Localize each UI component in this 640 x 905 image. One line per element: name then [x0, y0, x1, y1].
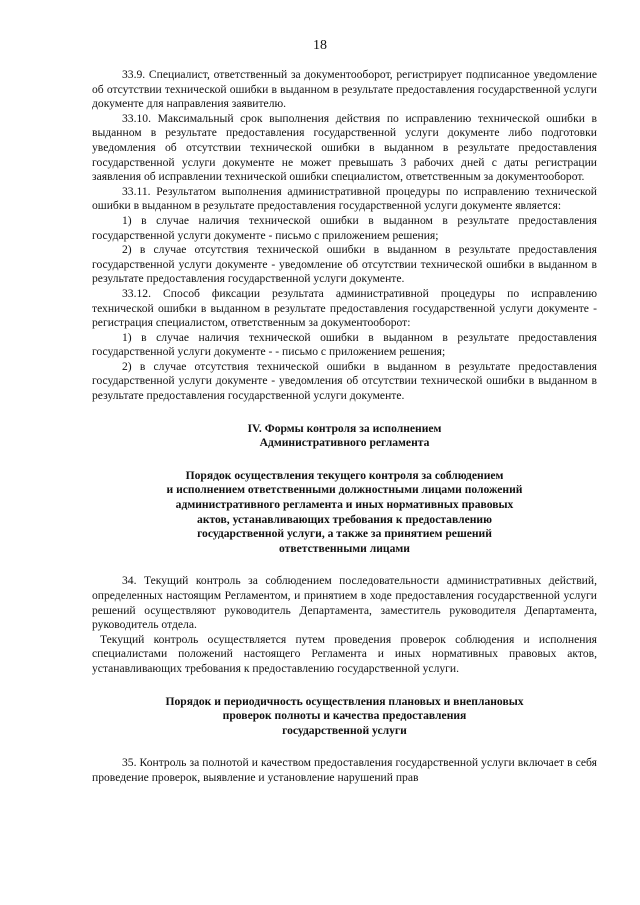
paragraph-33-11-item-1: 1) в случае наличия технической ошибки в выданном в результате предоставления государственной услуги документе - письмо с приложением решения; — [92, 213, 597, 242]
paragraph-33-11-item-2: 2) в случае отсутствия технической ошибки в выданном в результате предоставления государственной услуги документе - уведомление об отсутствии технической ошибки в выданном в результате предоставления государственной услуги документе. — [92, 243, 597, 286]
subheading-current-control-line-4: актов, устанавливающих требования к предоставлению — [197, 512, 492, 526]
paragraph-33-12: 33.12. Способ фиксации результата административной процедуры по исправлению технической ошибки в выданном в результате предоставления государственной услуги документе - регистрация специалистом, ответственным за документооборот: — [92, 286, 597, 330]
section-heading-line-2: Административного регламента — [259, 436, 430, 450]
paragraph-33-12-item-2: 2) в случае отсутствия технической ошибки в выданном в результате предоставления государственной услуги документе - уведомления об отсутствии технической ошибки в выданном в результате предоставления государственной услуги документе. — [92, 359, 597, 403]
subheading-inspections-line-1: Порядок и периодичность осуществления плановых и внеплановых — [165, 694, 524, 708]
section-heading-line-1: IV. Формы контроля за исполнением — [247, 421, 442, 435]
paragraph-35: 35. Контроль за полнотой и качеством предоставления государственной услуги включает в себя проведение проверок, выявление и установление нарушений прав — [92, 756, 597, 784]
subheading-current-control-line-1: Порядок осуществления текущего контроля за соблюдением — [185, 468, 504, 482]
subheading-inspections-line-3: государственной услуги — [282, 723, 407, 737]
paragraph-33-11: 33.11. Результатом выполнения административной процедуры по исправлению технической ошибки в выданном в результате предоставления государственной услуги документе является: — [92, 184, 597, 213]
subheading-current-control-line-5: государственной услуги, а также за принятием решений — [197, 527, 492, 541]
paragraph-33-12-item-1: 1) в случае наличия технической ошибки в выданном в результате предоставления государственной услуги документе - - письмо с приложением решения; — [92, 330, 597, 359]
paragraph-33-10: 33.10. Максимальный срок выполнения действия по исправлению технической ошибки в выданном в результате предоставления государственной услуги документе либо подготовки уведомления об отсутствии технической ошибки в выданном в результате предоставления государственной услуги документе не может превышать 3 рабочих дней с даты регистрации заявления об исправлении технической ошибки специалистом, ответственным за документооборот. — [92, 111, 597, 184]
paragraph-33-9: 33.9. Специалист, ответственный за документооборот, регистрирует подписанное уведомление об отсутствии технической ошибки в выданном в результате предоставления государственной услуги документе для направления заявителю. — [92, 68, 597, 111]
document-body — [92, 68, 597, 786]
page-number: 18 — [313, 38, 327, 53]
subheading-inspections-line-2: проверок полноты и качества предоставления — [222, 709, 467, 723]
subheading-current-control-line-6: ответственными лицами — [279, 541, 410, 555]
subheading-current-control-line-2: и исполнением ответственными должностными лицами положений — [166, 483, 523, 497]
paragraph-34-continued: Текущий контроль осуществляется путем проведения проверок соблюдения и исполнения специалистами положений настоящего Регламента и иных нормативных правовых актов, устанавливающих требования к предоставлению государственной услуги. — [92, 632, 597, 675]
subheading-current-control-line-3: административного регламента и иных нормативных правовых — [175, 498, 514, 512]
paragraph-34: 34. Текущий контроль за соблюдением последовательности административных действий, определенных настоящим Регламентом, и принятием в ходе предоставления государственной услуги решений осуществляют руководитель Департамента, заместитель руководителя Департамента, руководитель отдела. — [92, 574, 597, 632]
